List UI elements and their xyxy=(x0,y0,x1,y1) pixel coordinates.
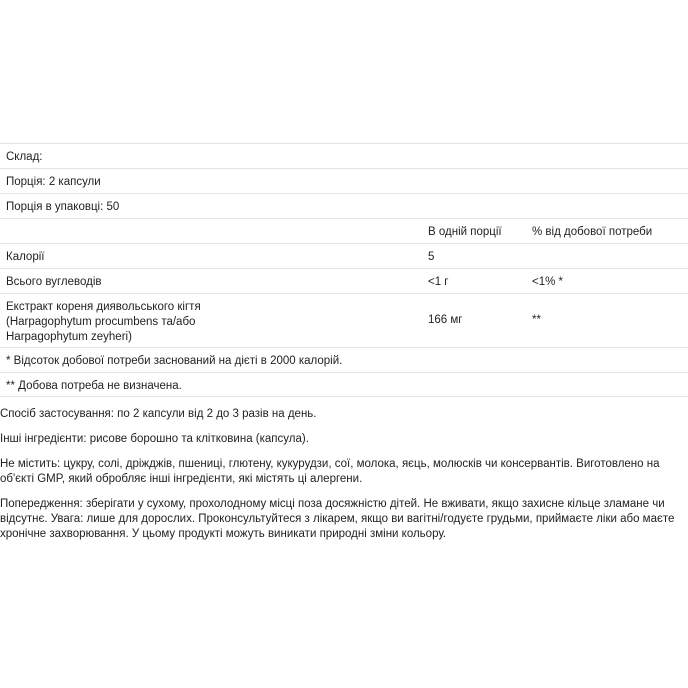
nutrient-daily-value: ** xyxy=(532,314,541,326)
product-notes xyxy=(0,407,686,552)
table-row xyxy=(0,268,688,293)
nutrient-amount: 5 xyxy=(428,251,435,263)
nutrient-daily-value: <1% * xyxy=(532,276,564,288)
table-row xyxy=(0,243,688,268)
column-header-row xyxy=(0,218,688,243)
warning-text: Попередження: зберігати у сухому, прохолодному місці поза досяжністю дітей. Не вживати, якщо захисне кільце зламане чи відсутнє. Увага: лише для дорослих. Проконсультуйтеся з лікарем, якщо ви вагітні/годуєте грудьми, приймаєте ліки або маєте хронічне захворювання. У цьому продукті можуть виникати природні зміни кольору. xyxy=(0,498,675,540)
footnote-row xyxy=(0,347,688,372)
other-ingredients-text: Інші інгредієнти: рисове борошно та клітковина (капсула). xyxy=(0,433,309,445)
nutrient-amount: <1 г xyxy=(428,276,449,288)
nutrient-name: Калорії xyxy=(6,251,45,263)
footnote-not-established: ** Добова потреба не визначена. xyxy=(6,380,182,392)
serving-size: Порція: 2 капсули xyxy=(6,176,101,188)
free-of-text: Не містить: цукру, солі, дріжджів, пшениці, глютену, кукурудзи, сої, молока, яєць, молюсків чи консервантів. Виготовлено на об'єкті GMP, який обробляє інші інгредієнти, які містять ці алергени. xyxy=(0,458,660,485)
usage-text: Спосіб застосування: по 2 капсули від 2 до 3 разів на день. xyxy=(0,408,317,420)
composition-label: Склад: xyxy=(6,151,43,163)
nutrient-name xyxy=(6,300,201,345)
servings-per-container-row xyxy=(0,193,688,218)
nutrient-name-line: (Harpagophytum procumbens та/або xyxy=(6,316,196,328)
composition-row xyxy=(0,143,688,168)
footnote-row xyxy=(0,372,688,397)
footnote-daily-value: * Відсоток добової потреби заснований на дієті в 2000 калорій. xyxy=(6,355,343,367)
table-row xyxy=(0,293,688,347)
supplement-facts-table xyxy=(0,143,688,397)
daily-value-header: % від добової потреби xyxy=(532,226,653,238)
serving-row xyxy=(0,168,688,193)
per-serving-header: В одній порції xyxy=(428,226,502,238)
nutrient-amount: 166 мг xyxy=(428,314,463,326)
nutrient-name: Всього вуглеводів xyxy=(6,276,102,288)
nutrient-name-line: Harpagophytum zeyheri) xyxy=(6,331,132,343)
nutrient-name-line: Екстракт кореня диявольського кігтя xyxy=(6,301,201,313)
servings-per-container: Порція в упаковці: 50 xyxy=(6,201,120,213)
